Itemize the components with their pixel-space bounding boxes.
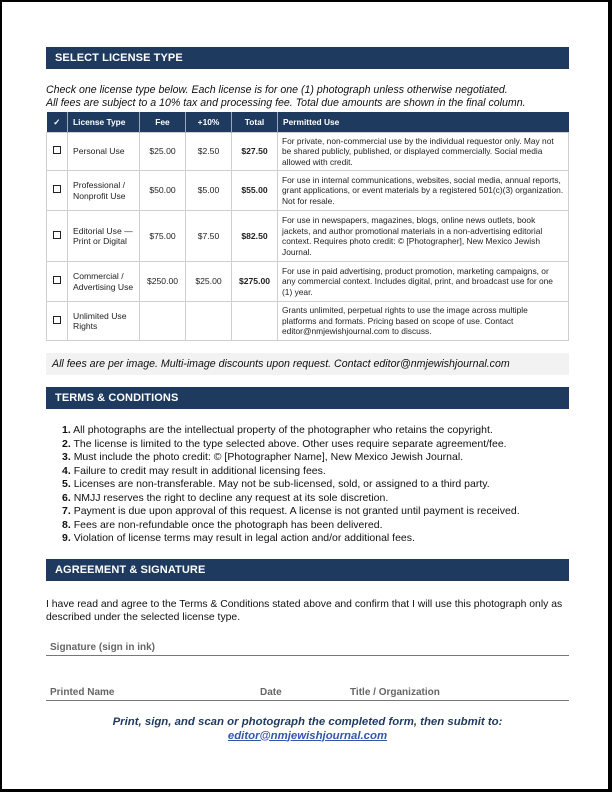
term-item: 5. Licenses are non-transferable. May not be sub-licensed, sold, or assigned to a third party.	[62, 478, 490, 490]
email-link[interactable]: editor@nmjewishjournal.com	[227, 729, 388, 742]
permitted-use: For private, non-commercial use by the individual requestor only. May not be shared publicly, published, or displayed commercially. Social media allowed with credit.	[278, 132, 569, 171]
term-item: 3. Must include the photo credit: © [Photographer Name], New Mexico Jewish Journal.	[62, 451, 464, 463]
tax: $7.50	[186, 211, 232, 262]
total: $27.50	[232, 132, 278, 171]
section-header-license: SELECT LICENSE TYPE	[46, 47, 569, 69]
term-item: 2. The license is limited to the type selected above. Other uses require separate agreement/fee.	[62, 437, 507, 450]
license-table	[46, 112, 569, 341]
type-column-header: License Type	[68, 112, 140, 132]
table-row	[47, 171, 569, 211]
term-item: 9. Violation of license terms may result in legal action and/or additional fees.	[62, 532, 415, 544]
use-column-header: Permitted Use	[278, 112, 569, 132]
total: $55.00	[232, 171, 278, 211]
checkbox-icon[interactable]	[53, 276, 61, 284]
total: $82.50	[232, 211, 278, 262]
tax	[186, 302, 232, 341]
total-column-header: Total	[232, 112, 278, 132]
fee: $250.00	[140, 262, 186, 302]
terms-list	[62, 424, 572, 546]
permitted-use: For use in internal communications, websites, social media, annual reports, grant applications, or event materials by a registered 501(c)(3) organization. Not for resale.	[278, 171, 569, 211]
total: $275.00	[232, 262, 278, 302]
term-item: 7. Payment is due upon approval of this request. A license is not granted until payment is received.	[62, 505, 520, 517]
total	[232, 302, 278, 341]
checkbox-icon[interactable]	[53, 316, 61, 324]
printed-name-field[interactable]: Printed Name	[50, 687, 115, 698]
intro-line-1: Check one license type below. Each license is for one (1) photograph unless otherwise negotiated.	[46, 84, 508, 96]
intro-line-2: All fees are subject to a 10% tax and processing fee. Total due amounts are shown in the final column.	[46, 97, 526, 109]
term-item: 8. Fees are non-refundable once the photograph has been delivered.	[62, 518, 383, 531]
term-item: 1. All photographs are the intellectual property of the photographer who retains the copyright.	[62, 424, 493, 436]
table-header-row	[47, 112, 569, 132]
checkbox-icon[interactable]	[53, 185, 61, 193]
fee: $25.00	[140, 132, 186, 171]
intro-text	[46, 84, 576, 110]
agreement-text: I have read and agree to the Terms & Conditions stated above and confirm that I will use this photograph only as described under the selected license type.	[46, 599, 563, 623]
license-request-form	[2, 2, 608, 789]
permitted-use: For use in newspapers, magazines, blogs, online news outlets, book jackets, and author promotional materials in a non-advertising editorial context. Requires photo credit: © [Photographer], New Mexico Jewish Journal.	[278, 211, 569, 262]
tax-column-header: +10%	[186, 112, 232, 132]
section-header-agreement: AGREEMENT & SIGNATURE	[46, 559, 569, 581]
fee: $50.00	[140, 171, 186, 211]
license-type: Professional / Nonprofit Use	[68, 171, 140, 211]
tax: $2.50	[186, 132, 232, 171]
tax: $5.00	[186, 171, 232, 211]
license-checkbox-personal[interactable]	[47, 132, 68, 171]
checkbox-icon[interactable]	[53, 231, 61, 239]
license-checkbox-commercial[interactable]	[47, 262, 68, 302]
tax: $25.00	[186, 262, 232, 302]
signature-field[interactable]	[46, 640, 569, 656]
fee-column-header: Fee	[140, 112, 186, 132]
table-row	[47, 262, 569, 302]
table-row	[47, 211, 569, 262]
title-organization-field[interactable]: Title / Organization	[350, 687, 440, 698]
section-header-terms: TERMS & CONDITIONS	[46, 387, 569, 409]
permitted-use: Grants unlimited, perpetual rights to use the image across multiple platforms and formats. Pricing based on scope of use. Contact editor@nmjewishjournal.com to discuss.	[278, 302, 569, 341]
term-item: 6. NMJJ reserves the right to decline any request at its sole discretion.	[62, 491, 389, 504]
date-field[interactable]: Date	[260, 687, 282, 698]
fees-note: All fees are per image. Multi-image discounts upon request. Contact editor@nmjewishjournal.com	[46, 353, 569, 375]
table-row	[47, 302, 569, 341]
submission-instructions	[46, 716, 569, 743]
checkbox-icon[interactable]	[53, 146, 61, 154]
table-row	[47, 132, 569, 171]
license-checkbox-professional[interactable]	[47, 171, 68, 211]
term-item: 4. Failure to credit may result in additional licensing fees.	[62, 464, 326, 477]
instruction-text: Print, sign, and scan or photograph the completed form, then submit to:	[112, 716, 503, 728]
fee	[140, 302, 186, 341]
permitted-use: For use in paid advertising, product promotion, marketing campaigns, or any commercial context. Includes digital, print, and broadcast use for one (1) year.	[278, 262, 569, 302]
license-checkbox-editorial[interactable]	[47, 211, 68, 262]
license-type: Personal Use	[68, 132, 140, 171]
license-type: Unlimited Use Rights	[68, 302, 140, 341]
fee: $75.00	[140, 211, 186, 262]
license-type: Editorial Use — Print or Digital	[68, 211, 140, 262]
check-column-header: ✓	[47, 112, 68, 132]
license-type: Commercial / Advertising Use	[68, 262, 140, 302]
printed-info-line	[46, 685, 569, 701]
license-checkbox-unlimited[interactable]	[47, 302, 68, 341]
signature-label: Signature (sign in ink)	[50, 642, 156, 653]
